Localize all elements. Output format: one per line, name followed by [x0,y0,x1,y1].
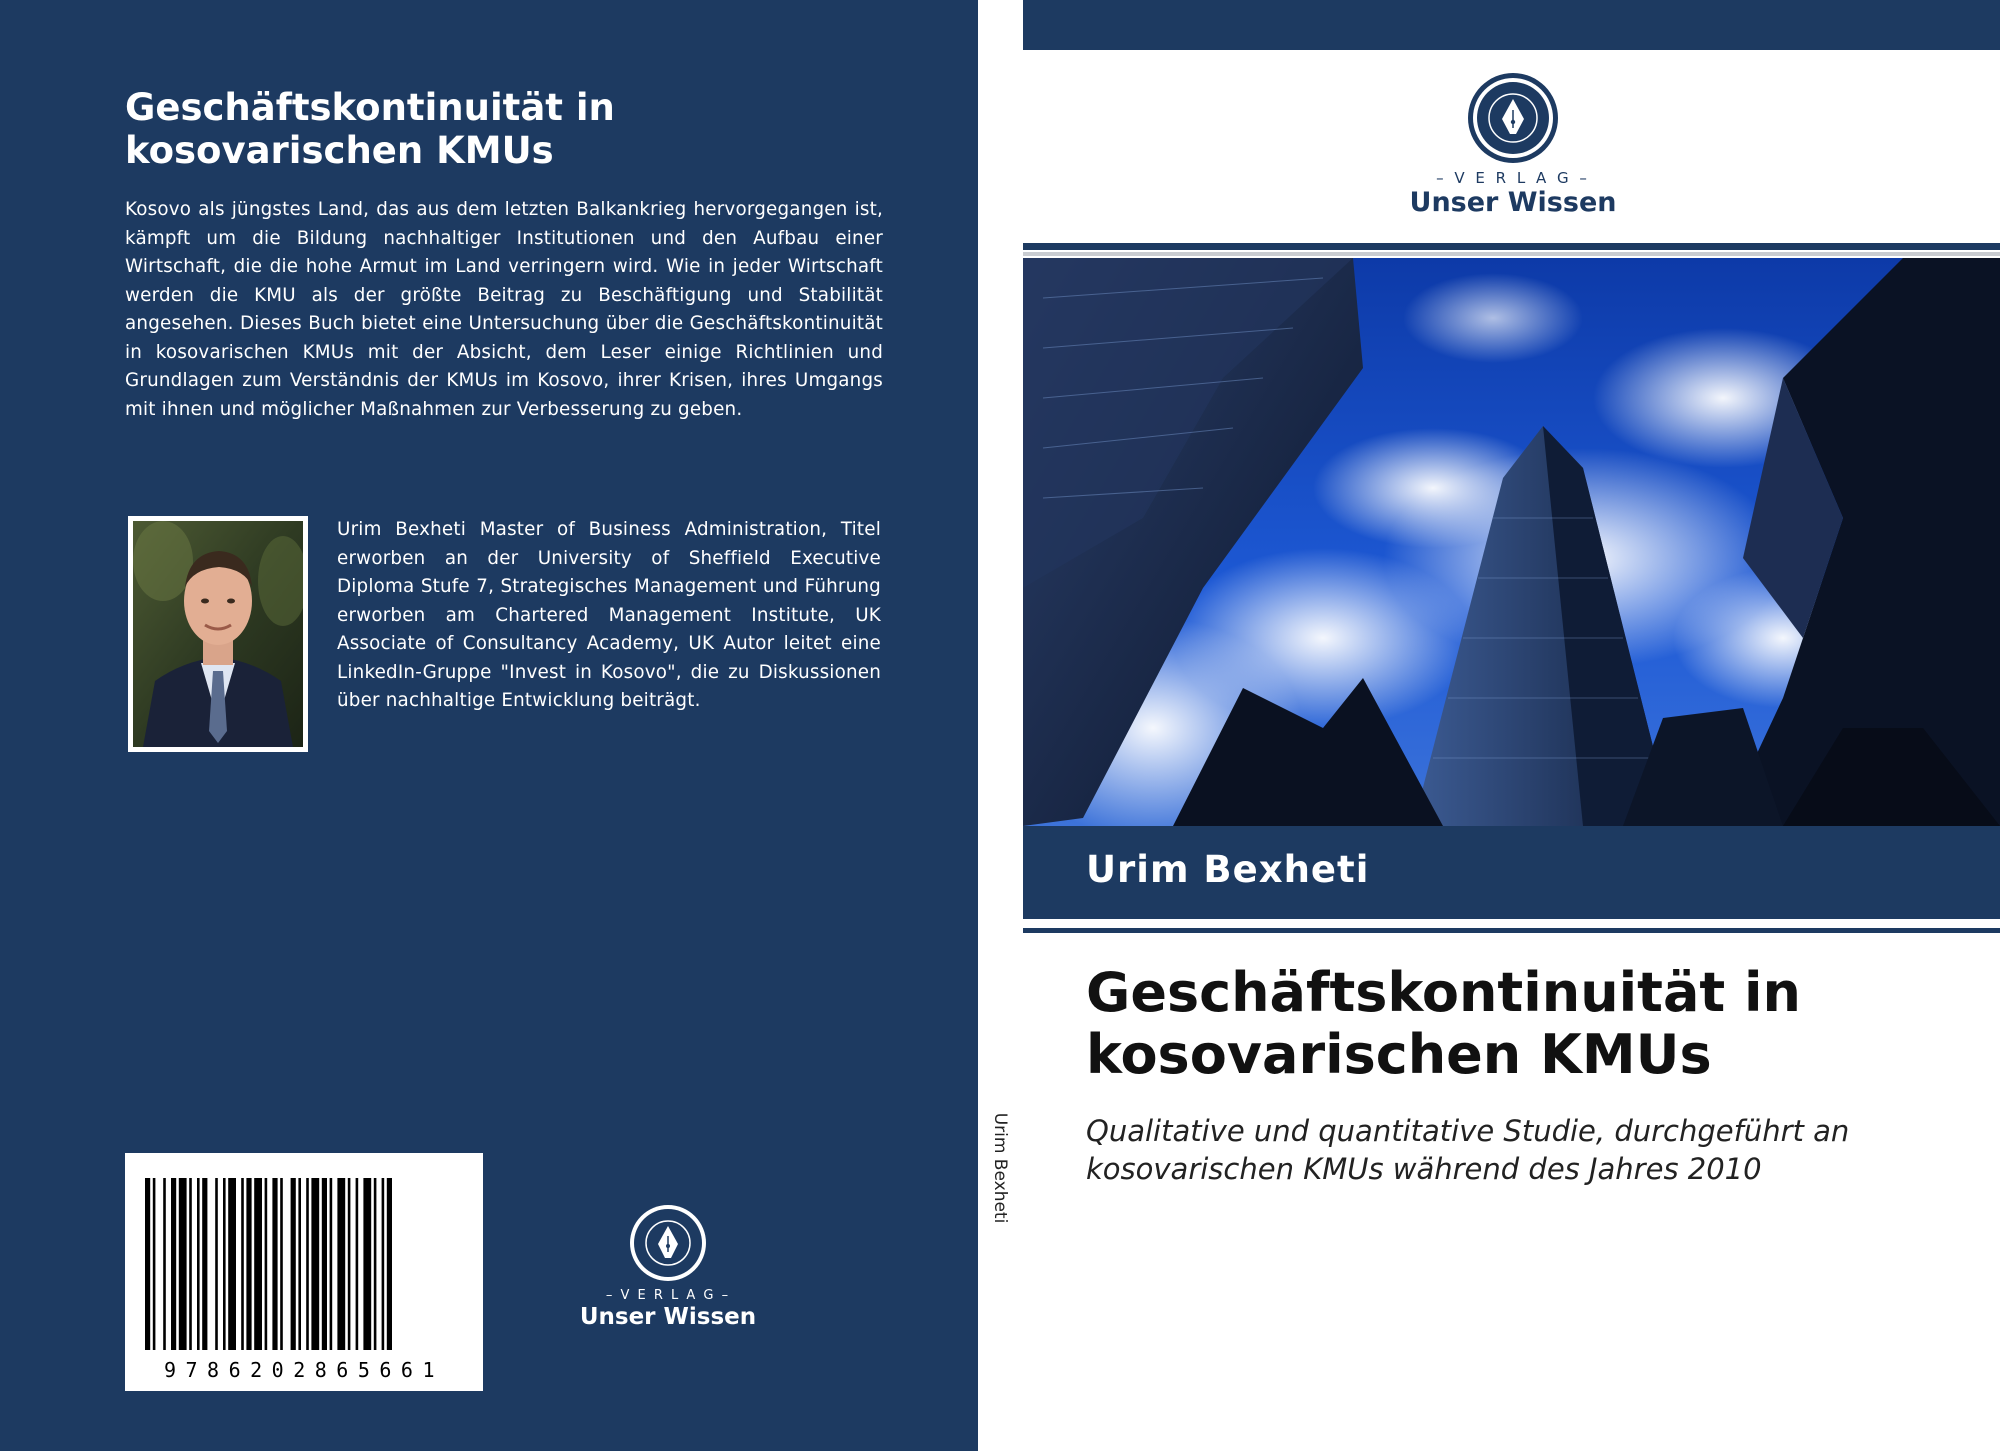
barcode-bar [202,1178,207,1350]
front-top-bar [1023,0,2000,50]
barcode-bar [280,1178,283,1350]
barcode-bar [311,1178,319,1350]
barcode-bar [254,1178,262,1350]
front-logo-name: Unser Wissen [1409,187,1617,218]
front-cover-subtitle [1086,1112,1966,1188]
author-portrait-image [133,521,303,747]
barcode-bar [163,1178,166,1350]
front-cover [1023,0,2000,1451]
barcode-graphic [125,1153,483,1391]
barcode-bar [223,1178,226,1350]
front-subtitle-line1: Qualitative und quantitative Studie, durchgeführt an [1086,1114,1850,1148]
barcode-bar [197,1178,200,1350]
barcode-bar [363,1178,371,1350]
barcode-bar [265,1178,268,1350]
front-publisher-logo [1383,68,1643,228]
author-band-rule [1023,928,2000,933]
back-title-line1: Geschäftskontinuität in [125,86,615,129]
barcode-bar [374,1178,377,1350]
back-cover-blurb: Kosovo als jüngstes Land, das aus dem letzten Balkankrieg hervorgegangen ist, kämpft um die Bildung nachhaltiger Institutionen und den Aufbau einer Wirtschaft, die die hohe Armut im Land verringern wird. Wie in jeder Wirtschaft werden die KMU als der größte Beitrag zu Beschäftigung und Stabilität angesehen. Dieses Buch bietet eine Untersuchung über die Geschäftskontinuität in kosovarischen KMUs mit der Absicht, dem Leser einige Richtlinien und Grundlagen zum Verständnis der KMUs im Kosovo, ihrer Krisen, ihres Umgangs mit ihnen und möglicher Maßnahmen zur Verbesserung zu geben. [125,199,883,420]
skyscraper-photo [1023,258,2000,826]
barcode-bar [153,1178,156,1350]
back-logo-name: Unser Wissen [579,1304,757,1330]
front-title-line1: Geschäftskontinuität in [1086,961,1801,1024]
barcode-bar [306,1178,309,1350]
barcode-bar [179,1178,187,1350]
fountain-pen-nib-icon [1383,68,1643,228]
fountain-pen-nib-icon [568,1200,768,1330]
back-cover [0,0,978,1451]
isbn-digits: 9786202865661 [163,1358,445,1382]
barcode-bar [228,1178,236,1350]
front-title-line2: kosovarischen KMUs [1086,1023,1712,1086]
back-publisher-logo [568,1200,768,1330]
barcode-bar [337,1178,345,1350]
barcode-bar [387,1178,392,1350]
barcode-bar [356,1178,359,1350]
barcode-bar [171,1178,176,1350]
front-logo-tagline: – V E R L A G – [1436,169,1590,187]
barcode-bar [382,1178,385,1350]
barcode-bar [298,1178,301,1350]
barcode-bar [246,1178,251,1350]
author-photo [128,516,308,752]
photo-frame-rule [1023,243,2000,250]
back-title-line2: kosovarischen KMUs [125,129,554,172]
barcode-bar [291,1178,296,1350]
barcode-bar [189,1178,192,1350]
author-bio: Urim Bexheti Master of Business Administration, Titel erworben an der University of Sheffield Executive Diploma Stufe 7, Strategisches Management und Führung erworben am Chartered Management Institute, UK Associate of Consultancy Academy, UK Autor leitet eine LinkedIn-Gruppe "Invest in Kosovo", die zu Diskussionen über nachhaltige Entwicklung beiträgt. [337,519,881,711]
barcode-bar [272,1178,277,1350]
spine [978,0,1023,1451]
barcode-bar [330,1178,333,1350]
isbn-barcode [125,1153,483,1391]
back-logo-tagline: – V E R L A G – [605,1288,731,1303]
cover-photo-skyscrapers [1023,258,2000,826]
barcode-bar [348,1178,351,1350]
photo-frame-rule-light [1023,252,2000,256]
front-cover-title [1086,962,1976,1086]
barcode-bar [215,1178,218,1350]
front-subtitle-line2: kosovarischen KMUs während des Jahres 2010 [1086,1152,1762,1186]
barcode-bar [145,1178,150,1350]
barcode-bar [241,1178,244,1350]
front-author-name: Urim Bexheti [1086,848,1370,891]
back-cover-title [125,86,885,172]
barcode-bar [322,1178,327,1350]
author-band [1023,826,2000,919]
spine-author: Urim Bexheti [990,1112,1010,1224]
